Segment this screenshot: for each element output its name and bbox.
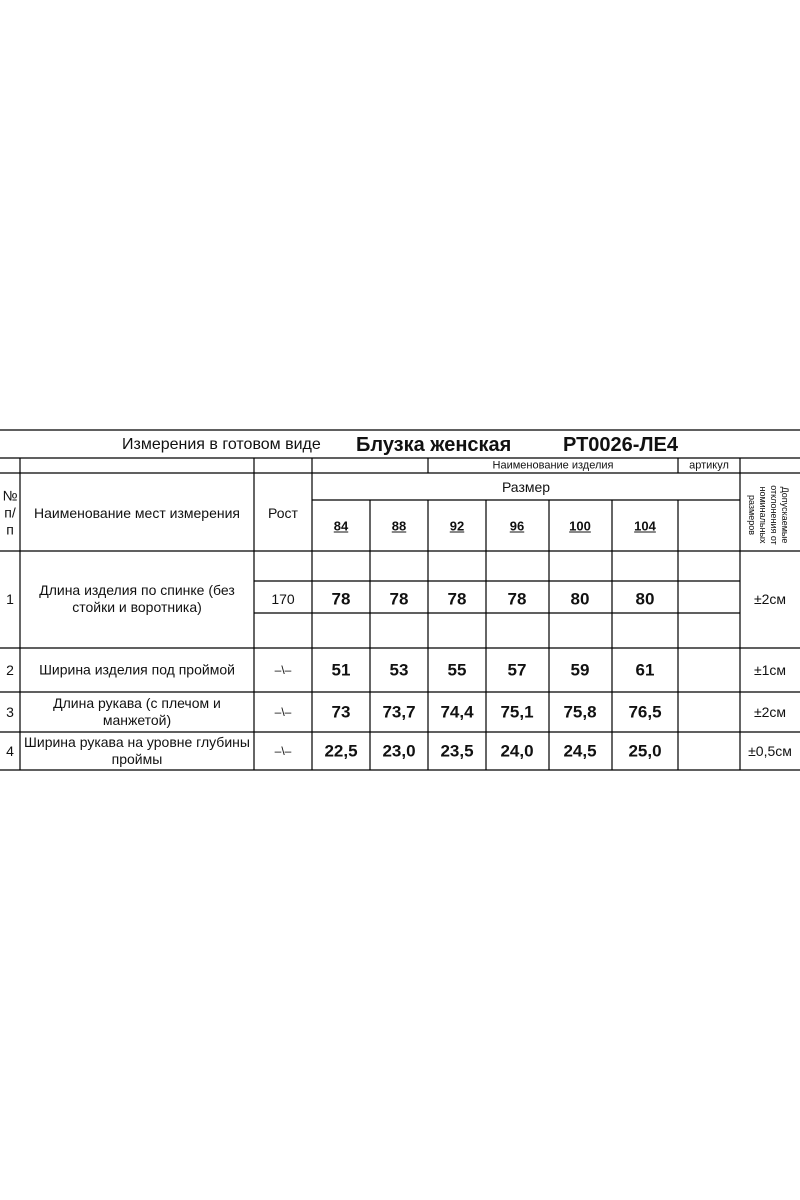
size-heading: 100 bbox=[569, 518, 591, 534]
size-heading: 96 bbox=[509, 518, 525, 534]
size-value: 23,5 bbox=[440, 741, 474, 761]
height-value: –\– bbox=[274, 705, 292, 719]
row-number: 1 bbox=[6, 591, 14, 607]
measure-name: Длина рукава (с плечом и манжетой) bbox=[53, 695, 221, 728]
measure-name: Ширина изделия под проймой bbox=[39, 661, 235, 678]
size-value: 59 bbox=[570, 660, 590, 680]
product-name: Блузка женская bbox=[356, 434, 512, 456]
tolerance-value: ±0,5см bbox=[748, 743, 792, 759]
size-value: 51 bbox=[331, 660, 351, 680]
size-value: 24,0 bbox=[500, 741, 534, 761]
row-number: 2 bbox=[6, 662, 14, 678]
number-header: № п/п bbox=[2, 487, 18, 538]
height-header: Рост bbox=[268, 505, 298, 521]
size-value: 23,0 bbox=[382, 741, 416, 761]
tolerance-value: ±1см bbox=[753, 662, 787, 678]
size-value: 73,7 bbox=[382, 702, 416, 722]
size-value: 78 bbox=[389, 589, 409, 609]
size-heading: 92 bbox=[449, 518, 465, 534]
article-code: РТ0026-ЛЕ4 bbox=[563, 434, 678, 456]
size-value: 78 bbox=[331, 589, 351, 609]
article-label: артикул bbox=[689, 459, 729, 472]
size-value: 76,5 bbox=[628, 702, 662, 722]
tolerance-value: ±2см bbox=[753, 591, 787, 607]
row-number: 4 bbox=[6, 743, 14, 759]
measure-name: Ширина рукава на уровне глубины проймы bbox=[24, 734, 250, 767]
size-value: 61 bbox=[635, 660, 655, 680]
tolerance-value: ±2см bbox=[753, 704, 787, 720]
height-value: 170 bbox=[271, 591, 295, 607]
size-value: 24,5 bbox=[563, 741, 597, 761]
size-value: 22,5 bbox=[324, 741, 358, 761]
size-heading: 104 bbox=[634, 518, 656, 534]
size-value: 75,1 bbox=[500, 702, 534, 722]
row-number: 3 bbox=[6, 704, 14, 720]
size-heading: 88 bbox=[391, 518, 407, 534]
caption: Измерения в готовом виде bbox=[122, 436, 321, 453]
size-value: 78 bbox=[447, 589, 467, 609]
size-value: 80 bbox=[570, 589, 590, 609]
size-value: 78 bbox=[507, 589, 527, 609]
measure-header: Наименование мест измерения bbox=[33, 505, 241, 521]
size-header: Размер bbox=[501, 479, 551, 495]
product-name-label: Наименование изделия bbox=[492, 459, 614, 472]
height-value: –\– bbox=[274, 663, 292, 677]
size-value: 74,4 bbox=[440, 702, 474, 722]
size-value: 53 bbox=[389, 660, 409, 680]
size-value: 57 bbox=[507, 660, 527, 680]
size-value: 80 bbox=[635, 589, 655, 609]
size-value: 75,8 bbox=[563, 702, 597, 722]
measure-name: Длина изделия по спинке (без стойки и воротника) bbox=[39, 582, 235, 615]
size-value: 73 bbox=[331, 702, 351, 722]
tolerance-header: Допускаемые отклонения от номинальных размеров bbox=[747, 485, 790, 545]
height-value: –\– bbox=[274, 744, 292, 758]
size-heading: 84 bbox=[333, 518, 349, 534]
size-value: 25,0 bbox=[628, 741, 662, 761]
size-value: 55 bbox=[447, 660, 467, 680]
